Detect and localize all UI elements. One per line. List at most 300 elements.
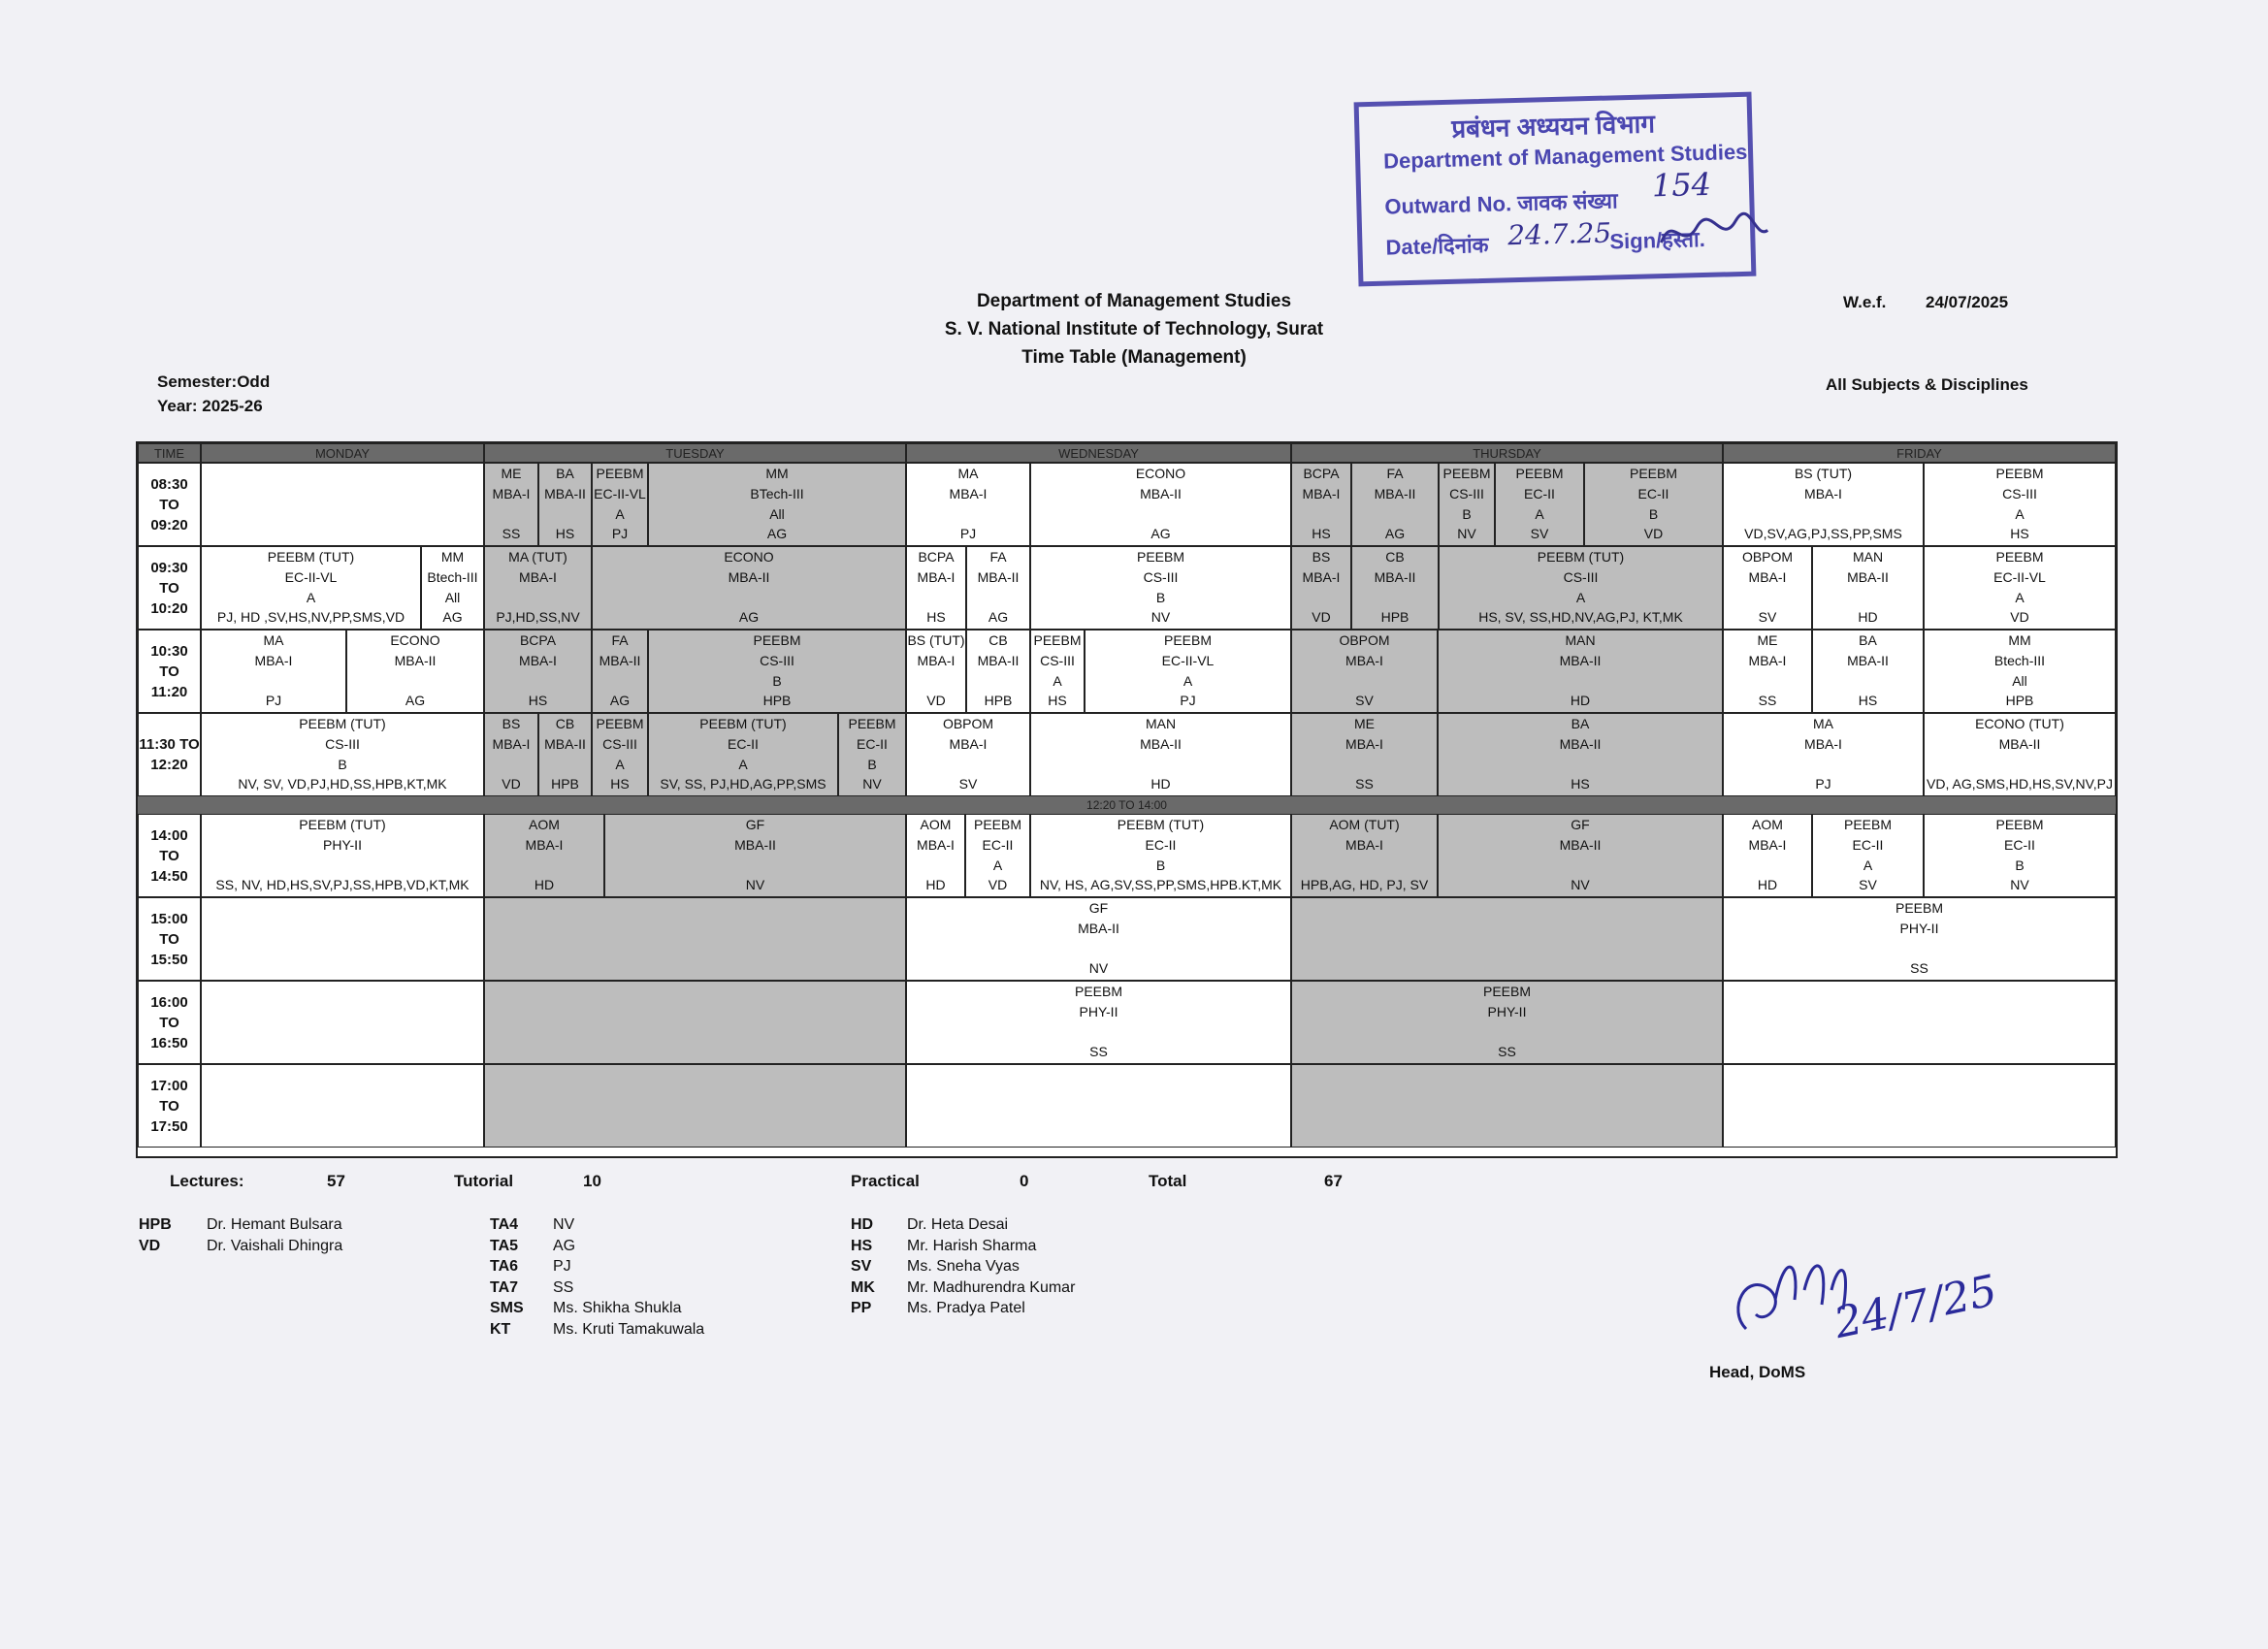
timetable-cell: [484, 546, 592, 630]
timetable-cell: [1584, 463, 1723, 546]
cell-faculty: HS: [528, 693, 548, 708]
total-label: Total: [1149, 1172, 1187, 1190]
timetable-cell: [1723, 546, 1812, 630]
timetable-cell: [1723, 981, 2116, 1064]
scope-label: All Subjects & Disciplines: [1826, 375, 2028, 394]
cell-faculty: HS: [1048, 693, 1067, 708]
wef-label: W.e.f.: [1843, 293, 1887, 311]
timetable-cell: [201, 1064, 484, 1148]
cell-line: MBA-I: [519, 569, 557, 585]
cell-faculty: SV: [1859, 877, 1877, 892]
timetable-cell: [346, 630, 484, 713]
cell-line: PEEBM: [1136, 549, 1184, 565]
cell-faculty: NV: [1571, 877, 1590, 892]
cell-line: MBA-I: [1302, 486, 1341, 501]
cell-line: MBA-II: [544, 736, 586, 752]
legend-name: Mr. Harish Sharma: [907, 1237, 1037, 1254]
lectures-value: 57: [327, 1172, 345, 1190]
cell-faculty: NV: [745, 877, 765, 892]
cell-line: BCPA: [1303, 466, 1340, 481]
legend-name: Dr. Heta Desai: [907, 1216, 1009, 1233]
timetable-cell: [1439, 546, 1723, 630]
cell-line: A: [306, 590, 316, 605]
timetable-cell: [1291, 814, 1438, 897]
cell-line: PHY-II: [1487, 1004, 1527, 1019]
cell-line: MBA-II: [1140, 486, 1182, 501]
cell-line: A: [1575, 590, 1586, 605]
time-slot: 09:30 TO 10:20: [138, 546, 201, 630]
timetable-cell: [201, 630, 346, 713]
legend-row: [851, 1277, 1075, 1299]
cell-line: MBA-II: [1847, 653, 1889, 668]
legend-name: Ms. Shikha Shukla: [553, 1300, 682, 1316]
legend-code: TA6: [490, 1258, 519, 1275]
cell-line: MBA-II: [734, 837, 776, 853]
cell-line: PEEBM: [1442, 466, 1491, 481]
cell-line: MAN: [1852, 549, 1884, 565]
wef-date: 24/07/2025: [1926, 293, 2009, 311]
cell-faculty: SS: [1758, 693, 1777, 708]
cell-line: A: [1863, 857, 1873, 873]
cell-line: FA: [611, 632, 629, 648]
cell-line: GF: [1088, 900, 1109, 916]
cell-faculty: SV, SS, PJ,HD,AG,PP,SMS: [660, 776, 826, 792]
timetable-cell: [966, 546, 1030, 630]
timetable-cell: [1030, 463, 1291, 546]
timetable-cell: [1438, 814, 1723, 897]
timetable-cell: [1723, 463, 1924, 546]
cell-faculty: AG: [1384, 526, 1406, 541]
cell-faculty: AG: [1150, 526, 1171, 541]
legend-faculty-col2: [490, 1214, 704, 1340]
timetable-cell: [906, 546, 966, 630]
cell-line: BTech-III: [750, 486, 804, 501]
cell-line: MBA-I: [917, 837, 955, 853]
cell-line: EC-II: [857, 736, 888, 752]
cell-line: MBA-I: [492, 736, 531, 752]
cell-faculty: NV: [1088, 960, 1109, 976]
timetable-cell: [484, 1064, 906, 1148]
stamp-dept-line: Department of Management Studies: [1382, 139, 1748, 174]
cell-line: GF: [745, 817, 765, 832]
timetable-cell: [1723, 713, 1924, 796]
timetable-cell: [1030, 546, 1291, 630]
timetable-cell: [592, 546, 906, 630]
timetable-cell: [201, 713, 484, 796]
timetable-cell: [906, 981, 1291, 1064]
cell-faculty: HD: [1570, 693, 1591, 708]
cell-line: MM: [440, 549, 465, 565]
cell-line: MBA-II: [544, 486, 586, 501]
timetable-cell: [1812, 630, 1924, 713]
legend-row: [851, 1236, 1075, 1257]
cell-faculty: HD: [1858, 609, 1878, 625]
legend-code: SMS: [490, 1300, 524, 1316]
cell-line: EC-II-VL: [1161, 653, 1215, 668]
cell-line: PEEBM: [1515, 466, 1564, 481]
cell-line: FA: [1386, 466, 1404, 481]
cell-faculty: HD: [925, 877, 946, 892]
legend-row: [490, 1277, 704, 1299]
cell-line: B: [1155, 590, 1166, 605]
cell-faculty: NV, HS, AG,SV,SS,PP,SMS,HPB.KT,MK: [1039, 877, 1282, 892]
lunch-break-bar: 12:20 TO 14:00: [138, 796, 2116, 814]
cell-line: CS-III: [1563, 569, 1599, 585]
legend-row: [851, 1214, 1075, 1236]
stamp-hindi-line: प्रबंधन अध्ययन विभाग: [1450, 109, 1656, 144]
cell-line: CS-III: [1449, 486, 1484, 501]
cell-line: MA: [1813, 716, 1833, 731]
timetable-cell: [484, 814, 604, 897]
cell-faculty: HS: [2010, 526, 2029, 541]
cell-line: A: [2015, 506, 2025, 522]
cell-line: A: [615, 757, 625, 772]
cell-line: MBA-I: [949, 736, 988, 752]
timetable-cell: [484, 463, 538, 546]
timetable-cell: [906, 1064, 1291, 1148]
time-slot: 15:00 TO 15:50: [138, 897, 201, 981]
legend-code: TA4: [490, 1216, 519, 1233]
legend-code: TA7: [490, 1278, 519, 1296]
cell-line: BS: [502, 716, 521, 731]
timetable-cell: [484, 981, 906, 1064]
legend-code: HS: [851, 1237, 873, 1254]
cell-line: MBA-II: [1559, 653, 1602, 668]
cell-line: CB: [1385, 549, 1405, 565]
timetable-cell: [421, 546, 484, 630]
legend-code: KT: [490, 1320, 511, 1338]
timetable-cell: [1812, 546, 1924, 630]
timetable-cell: [1924, 630, 2116, 713]
cell-line: MBA-I: [1302, 569, 1341, 585]
cell-line: A: [1535, 506, 1544, 522]
day-header-time: TIME: [138, 443, 201, 463]
legend-row: [851, 1298, 1075, 1319]
cell-line: EC-II: [982, 837, 1014, 853]
legend-code: TA5: [490, 1237, 519, 1254]
day-header-tuesday: TUESDAY: [484, 443, 906, 463]
cell-line: PEEBM (TUT): [299, 716, 386, 731]
cell-line: BA: [1859, 632, 1877, 648]
legend-name: NV: [553, 1216, 575, 1233]
cell-line: CS-III: [602, 736, 637, 752]
cell-line: A: [992, 857, 1003, 873]
cell-line: PEEBM: [596, 716, 644, 731]
cell-line: ME: [1757, 632, 1778, 648]
cell-line: GF: [1571, 817, 1590, 832]
timetable-cell: [604, 814, 906, 897]
legend-row: [490, 1214, 704, 1236]
cell-faculty: AG: [766, 526, 788, 541]
cell-faculty: VD: [988, 877, 1008, 892]
time-slot: 16:00 TO 16:50: [138, 981, 201, 1064]
cell-line: MA (TUT): [508, 549, 567, 565]
cell-line: PEEBM (TUT): [1537, 549, 1625, 565]
lectures-label: Lectures:: [170, 1172, 244, 1190]
cell-faculty: PJ: [1180, 693, 1196, 708]
practical-value: 0: [1020, 1172, 1029, 1190]
cell-line: MBA-II: [394, 653, 437, 668]
cell-faculty: NV, SV, VD,PJ,HD,SS,HPB,KT,MK: [238, 776, 447, 792]
cell-line: CS-III: [2002, 486, 2037, 501]
cell-line: MBA-I: [917, 653, 956, 668]
legend-name: Dr. Vaishali Dhingra: [207, 1237, 343, 1254]
cell-faculty: HS: [555, 526, 575, 541]
time-slot: 17:00 TO 17:50: [138, 1064, 201, 1148]
legend-name: Ms. Kruti Tamakuwala: [553, 1320, 705, 1338]
cell-line: CS-III: [760, 653, 794, 668]
timetable-cell: [1723, 1064, 2116, 1148]
cell-line: OBPOM: [942, 716, 994, 731]
legend-name: Dr. Hemant Bulsara: [207, 1216, 342, 1233]
timetable-cell: [1351, 463, 1439, 546]
cell-faculty: SS: [502, 526, 521, 541]
cell-line: PEEBM: [1163, 632, 1212, 648]
cell-line: MBA-II: [1140, 736, 1182, 752]
signature-date: 24/7/25: [1830, 1265, 2002, 1349]
cell-line: BS (TUT): [907, 632, 965, 648]
timetable-cell: [966, 630, 1030, 713]
timetable-cell: [1291, 1064, 1723, 1148]
timetable-cell: [1723, 814, 1812, 897]
cell-line: All: [2012, 673, 2027, 689]
cell-line: ME: [501, 466, 522, 481]
cell-line: ECONO: [390, 632, 440, 648]
timetable-cell: [592, 630, 648, 713]
cell-faculty: AG: [738, 609, 760, 625]
legend-name: PJ: [553, 1258, 571, 1275]
cell-faculty: VD,SV,AG,PJ,SS,PP,SMS: [1744, 526, 1902, 541]
legend-name: Mr. Madhurendra Kumar: [907, 1278, 1076, 1296]
cell-line: B: [772, 673, 782, 689]
cell-line: PEEBM: [1843, 817, 1892, 832]
cell-line: PEEBM: [1995, 549, 2044, 565]
legend-code: SV: [851, 1258, 872, 1275]
timetable-cell: [1291, 463, 1351, 546]
cell-line: BCPA: [519, 632, 557, 648]
timetable-cell: [1438, 630, 1723, 713]
timetable-cell: [906, 897, 1291, 981]
day-header-thursday: THURSDAY: [1291, 443, 1723, 463]
cell-faculty: PJ,HD,SS,NV: [496, 609, 580, 625]
legend-name: Ms. Sneha Vyas: [907, 1258, 1020, 1275]
legend-name: SS: [553, 1278, 574, 1296]
cell-line: MBA-I: [525, 837, 564, 853]
cell-faculty: VD, AG,SMS,HD,HS,SV,NV,PJ: [1927, 776, 2113, 792]
legend-row: [490, 1256, 704, 1277]
cell-faculty: HS: [926, 609, 946, 625]
cell-line: CS-III: [1040, 653, 1075, 668]
cell-faculty: SV: [1758, 609, 1777, 625]
cell-line: PEEBM (TUT): [267, 549, 355, 565]
cell-line: PEEBM: [1995, 466, 2044, 481]
cell-faculty: SV: [958, 776, 978, 792]
cell-line: EC-II: [1852, 837, 1884, 853]
timetable-cell: [906, 463, 1030, 546]
timetable-cell: [1291, 897, 1723, 981]
legend-row: [490, 1319, 704, 1341]
tutorial-label: Tutorial: [454, 1172, 514, 1190]
day-header-friday: FRIDAY: [1723, 443, 2116, 463]
timetable-cell: [965, 814, 1030, 897]
cell-faculty: PJ, HD ,SV,HS,NV,PP,SMS,VD: [216, 609, 405, 625]
cell-line: OBPOM: [1339, 632, 1390, 648]
timetable-cell: [1291, 630, 1438, 713]
timetable-cell: [1030, 814, 1291, 897]
cell-line: MBA-II: [1847, 569, 1889, 585]
timetable-cell: [1812, 814, 1924, 897]
legend-name: AG: [553, 1237, 576, 1254]
cell-line: ECONO: [1135, 466, 1186, 481]
timetable-cell: [1291, 981, 1723, 1064]
cell-line: MBA-I: [949, 486, 988, 501]
cell-line: PEEBM: [753, 632, 801, 648]
cell-faculty: SV: [1530, 526, 1549, 541]
stamp-outward-line: Outward No. जावक संख्या: [1384, 188, 1619, 219]
cell-faculty: SS: [1355, 776, 1374, 792]
cell-line: MBA-I: [492, 486, 531, 501]
cell-line: FA: [989, 549, 1007, 565]
stamp-date: 24.7.25: [1507, 216, 1612, 252]
timetable-cell: [592, 713, 648, 796]
cell-line: A: [615, 506, 625, 522]
cell-faculty: NV: [1150, 609, 1171, 625]
legend-row: [139, 1214, 342, 1236]
timetable-cell: [1030, 630, 1085, 713]
cell-line: MM: [2008, 632, 2031, 648]
cell-line: EC-II: [2004, 837, 2035, 853]
cell-line: MBA-I: [1804, 736, 1842, 752]
timetable-cell: [1924, 463, 2116, 546]
cell-line: PEEBM: [1629, 466, 1677, 481]
timetable-cell: [906, 814, 965, 897]
time-slot: 10:30 TO 11:20: [138, 630, 201, 713]
time-slot: 11:30 TO 12:20: [138, 713, 201, 796]
timetable-cell: [906, 713, 1030, 796]
cell-faculty: PJ: [1815, 776, 1831, 792]
cell-faculty: HPB,AG, HD, PJ, SV: [1300, 877, 1429, 892]
cell-line: PEEBM (TUT): [1117, 817, 1205, 832]
time-slot: 08:30 TO 09:20: [138, 463, 201, 546]
cell-faculty: HPB: [984, 693, 1013, 708]
cell-line: PEEBM (TUT): [299, 817, 386, 832]
cell-faculty: VD: [926, 693, 946, 708]
cell-faculty: AG: [988, 609, 1009, 625]
cell-line: PEEBM: [1482, 984, 1531, 999]
legend-code: VD: [139, 1237, 161, 1254]
timetable-cell: [1438, 713, 1723, 796]
timetable-cell: [1439, 463, 1495, 546]
cell-line: A: [738, 757, 748, 772]
time-slot: 14:00 TO 14:50: [138, 814, 201, 897]
cell-faculty: HPB: [1380, 609, 1409, 625]
legend-faculty-col1: [139, 1214, 342, 1256]
cell-faculty: HD: [534, 877, 555, 892]
cell-line: EC-II-VL: [594, 486, 646, 501]
timetable-cell: [906, 630, 966, 713]
timetable-cell: [201, 546, 421, 630]
cell-line: AOM (TUT): [1329, 817, 1400, 832]
cell-line: ECONO (TUT): [1975, 716, 2064, 731]
timetable-cell: [1351, 546, 1439, 630]
timetable-cell: [538, 713, 592, 796]
timetable-cell: [1085, 630, 1291, 713]
cell-faculty: VD: [1643, 526, 1664, 541]
cell-line: PHY-II: [323, 837, 362, 853]
cell-faculty: HD: [1150, 776, 1171, 792]
legend-name: Ms. Pradya Patel: [907, 1300, 1025, 1316]
cell-line: MBA-II: [1374, 569, 1416, 585]
header-title: Time Table (Management): [1021, 347, 1247, 368]
cell-faculty: HPB: [551, 776, 579, 792]
cell-faculty: VD: [1312, 609, 1331, 625]
cell-line: MBA-II: [1078, 921, 1119, 936]
legend-faculty-col3: [851, 1214, 1075, 1319]
cell-line: EC-II: [728, 736, 759, 752]
timetable-cell: [1030, 713, 1291, 796]
cell-line: BS: [1312, 549, 1331, 565]
timetable-cell: [1723, 897, 2116, 981]
cell-line: CS-III: [1143, 569, 1179, 585]
stamp-outward-number: 154: [1651, 165, 1712, 205]
practical-label: Practical: [851, 1172, 920, 1190]
cell-line: BS (TUT): [1794, 466, 1853, 481]
timetable-cell: [838, 713, 906, 796]
cell-line: EC-II-VL: [284, 569, 338, 585]
timetable-cell: [648, 713, 838, 796]
cell-line: B: [2015, 857, 2025, 873]
timetable-cell: [201, 897, 484, 981]
cell-faculty: SS: [1910, 960, 1928, 976]
cell-line: PEEBM: [848, 716, 896, 731]
year-label: Year: 2025-26: [157, 397, 263, 415]
cell-faculty: SS, NV, HD,HS,SV,PJ,SS,HPB,VD,KT,MK: [215, 877, 470, 892]
legend-code: PP: [851, 1300, 872, 1316]
legend-code: MK: [851, 1278, 875, 1296]
timetable-cell: [201, 981, 484, 1064]
cell-line: MA: [957, 466, 979, 481]
cell-faculty: PJ: [611, 526, 629, 541]
cell-line: A: [2015, 590, 2025, 605]
cell-line: MBA-I: [1748, 653, 1787, 668]
cell-line: MA: [263, 632, 284, 648]
cell-faculty: NV: [862, 776, 882, 792]
cell-line: PEEBM: [1995, 817, 2044, 832]
cell-line: A: [1053, 673, 1062, 689]
cell-faculty: NV: [1457, 526, 1476, 541]
cell-line: PEEBM (TUT): [699, 716, 787, 731]
timetable-cell: [1723, 630, 1812, 713]
cell-line: MBA-I: [1748, 837, 1787, 853]
cell-line: OBPOM: [1741, 549, 1794, 565]
timetable-cell: [201, 814, 484, 897]
cell-line: PEEBM: [596, 466, 644, 481]
cell-faculty: SS: [1498, 1044, 1516, 1059]
day-header-monday: MONDAY: [201, 443, 484, 463]
tutorial-value: 10: [583, 1172, 601, 1190]
cell-line: MBA-I: [1345, 837, 1383, 853]
cell-line: MBA-II: [1559, 837, 1602, 853]
cell-line: Btech-III: [1993, 653, 2046, 668]
timetable-cell: [1291, 546, 1351, 630]
cell-line: AOM: [920, 817, 952, 832]
cell-line: PEEBM: [1895, 900, 1943, 916]
cell-faculty: HPB: [2005, 693, 2034, 708]
cell-faculty: SS: [1089, 1044, 1108, 1059]
cell-faculty: PJ: [265, 693, 282, 708]
legend-code: HD: [851, 1216, 874, 1233]
cell-line: ECONO: [724, 549, 774, 565]
